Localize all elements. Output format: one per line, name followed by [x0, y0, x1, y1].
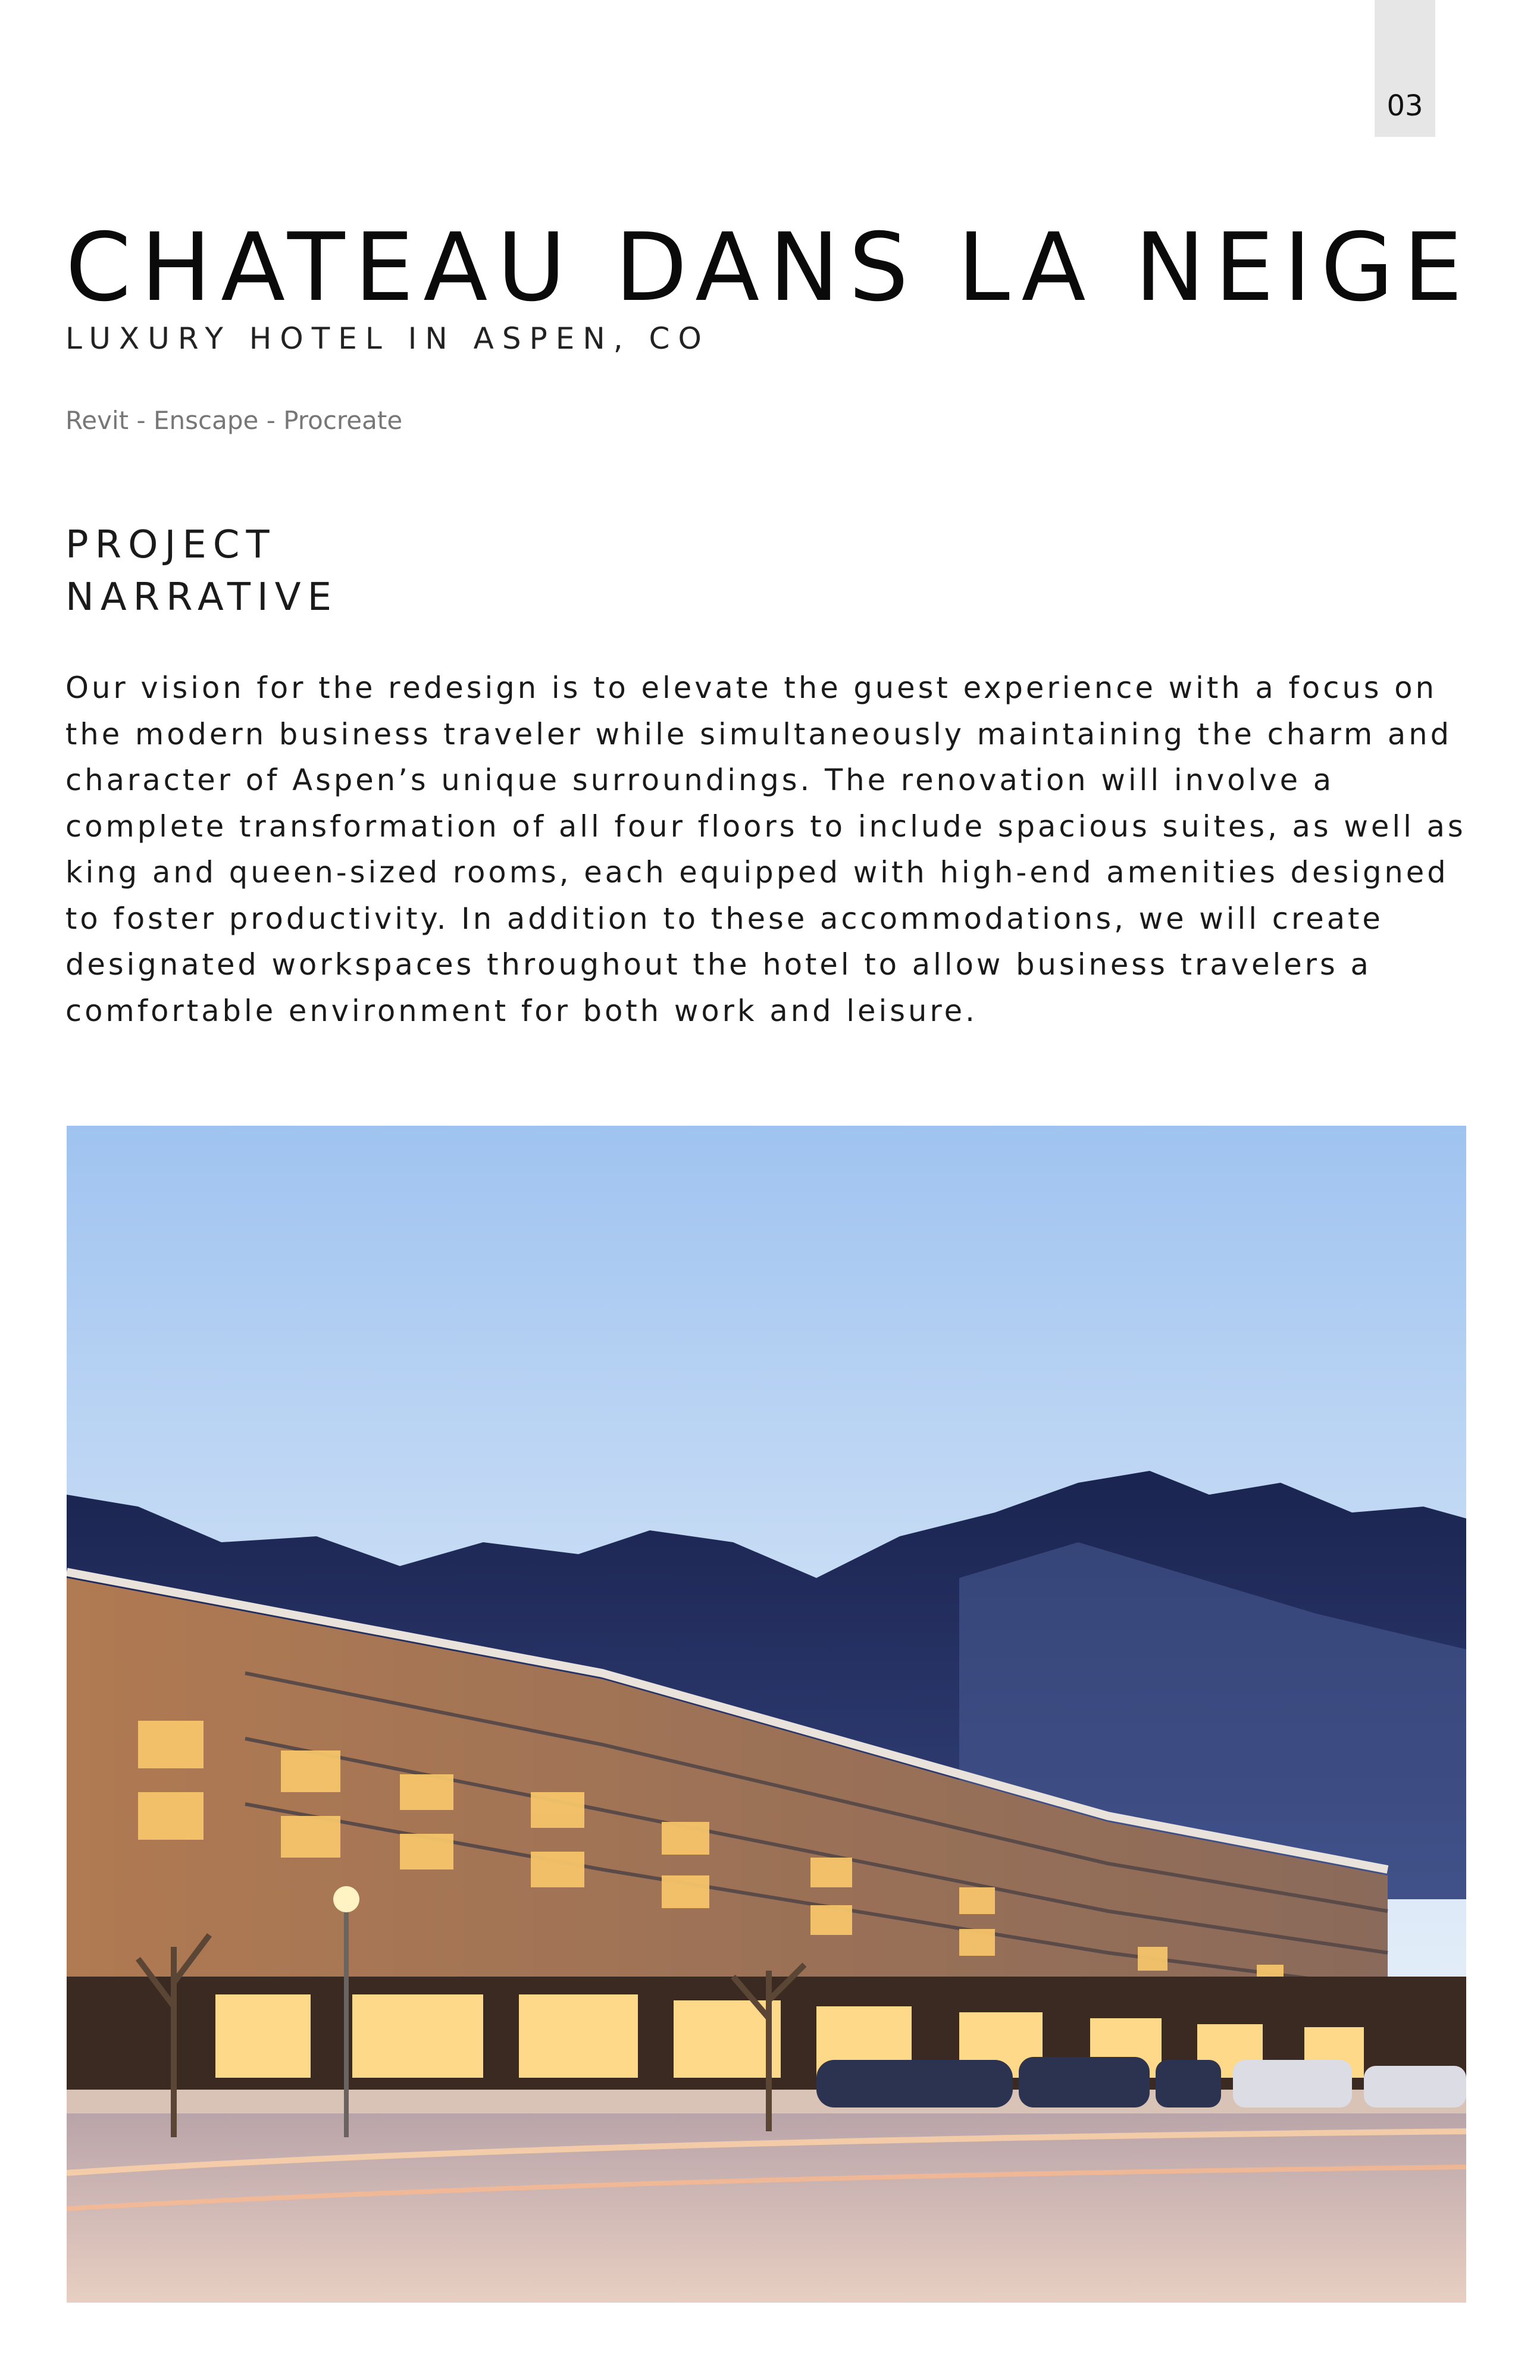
hotel-photo [67, 1126, 1466, 2303]
section-heading-line-1: PROJECT [65, 523, 276, 567]
project-narrative-text: Our vision for the redesign is to elevate the guest experience with a focus on the modern business traveler while simultaneously maintaining the charm and character of Aspen’s unique surroundings. The renovation will involve a complete transformation of all four floors to include spacious suites, as well as king and queen-sized rooms, each equipped with high-end amenities designed to foster productivity. In addition to these accommodations, we will create designated workspaces throughout the hotel to allow business travelers a comfortable environment for both work and leisure. [65, 671, 1466, 1028]
software-tools: Revit - Enscape - Procreate [65, 406, 403, 435]
page-number: 03 [1386, 89, 1423, 123]
page-title: CHATEAU DANS LA NEIGE [65, 213, 1472, 322]
section-heading-line-2: NARRATIVE [65, 575, 338, 619]
section-heading [65, 519, 338, 624]
page-subtitle: LUXURY HOTEL IN ASPEN, CO [65, 321, 710, 356]
